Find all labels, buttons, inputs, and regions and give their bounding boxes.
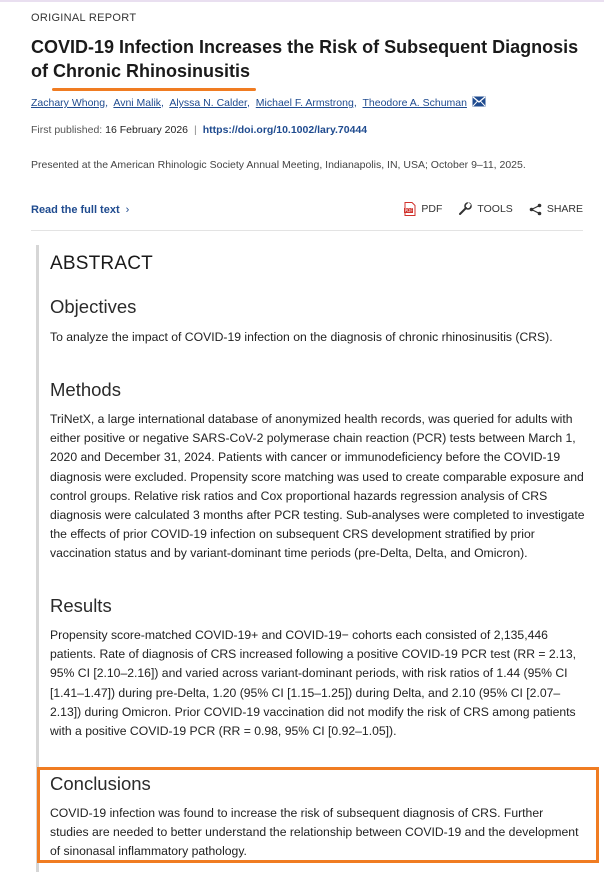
separator: | xyxy=(194,124,197,136)
top-accent-line xyxy=(0,0,604,2)
tools-label: TOOLS xyxy=(477,203,513,215)
svg-text:PDF: PDF xyxy=(405,208,414,214)
read-full-text-label: Read the full text xyxy=(31,204,120,216)
conclusions-highlight-box xyxy=(37,767,599,863)
share-label: SHARE xyxy=(546,203,583,215)
article-title xyxy=(31,35,587,83)
author-list xyxy=(31,96,486,110)
wrench-icon xyxy=(458,202,472,216)
header-divider xyxy=(31,230,583,231)
report-type-label: ORIGINAL REPORT xyxy=(31,12,137,24)
share-button[interactable] xyxy=(529,203,583,216)
author-separator: , xyxy=(105,97,109,109)
tools-button[interactable] xyxy=(458,202,512,216)
author-separator: , xyxy=(246,97,250,109)
email-icon[interactable] xyxy=(472,96,486,110)
chevron-right-icon: › xyxy=(125,204,130,216)
conclusions-heading: Conclusions xyxy=(50,773,151,794)
objectives-text: To analyze the impact of COVID-19 infection on the diagnosis of chronic rhinosinusitis (CRS). xyxy=(50,330,553,344)
abstract-heading: ABSTRACT xyxy=(50,253,153,274)
article-tools xyxy=(404,202,583,216)
pdf-label: PDF xyxy=(421,203,443,215)
author-link[interactable]: Michael F. Armstrong xyxy=(255,97,354,109)
title-text: COVID-19 Infection Increases the Risk of Subsequent Diagnosis of xyxy=(31,37,579,81)
results-heading: Results xyxy=(50,595,112,616)
author-link[interactable]: Alyssa N. Calder xyxy=(169,97,247,109)
publication-info xyxy=(31,124,367,136)
pdf-button[interactable] xyxy=(404,202,442,216)
author-link[interactable]: Avni Malik xyxy=(113,97,162,109)
author-link[interactable]: Theodore A. Schuman xyxy=(362,97,467,109)
objectives-heading: Objectives xyxy=(50,296,137,317)
first-published-label: First published: xyxy=(31,124,103,136)
author-separator: , xyxy=(353,97,357,109)
results-text: Propensity score-matched COVID-19+ and COVID-19− cohorts each consisted of 2,135,446 patients. Rate of diagnosis of CRS increased following a positive COVID-19 PCR test (RR = 2.13, 95% CI [2.10–2.16]) and varied across variant-dominant periods, with risk ratios of 1.44 (95% CI [1.41–1.47]) during pre-Delta, 1.20 (95% CI [1.15–1.25]) during Delta, and 2.10 (95% CI [2.07–2.13]) during Omicron. Prior COVID-19 vaccination did not modify the risk of CRS among patients with a positive COVID-19 PCR (RR = 0.98, 95% CI [0.92–1.05]). xyxy=(50,628,577,739)
author-separator: , xyxy=(161,97,164,109)
presented-note: Presented at the American Rhinologic Society Annual Meeting, Indianapolis, IN, USA; October 9–11, 2025. xyxy=(31,159,526,171)
title-highlighted-term: Chronic Rhinosinusitis xyxy=(53,61,251,81)
methods-heading: Methods xyxy=(50,379,121,400)
pdf-icon xyxy=(404,202,416,216)
author-link[interactable]: Zachary Whong xyxy=(31,97,106,109)
first-published-date: 16 February 2026 xyxy=(105,124,189,136)
read-full-text-link[interactable] xyxy=(31,204,129,216)
conclusions-text: COVID-19 infection was found to increase the risk of subsequent diagnosis of CRS. Further studies are needed to better understand the relationship between COVID-19 and the development of sinonasal inflammatory pathology. xyxy=(50,806,579,859)
share-icon xyxy=(529,203,542,216)
methods-text: TriNetX, a large international database of anonymized health records, was queried for adults with either positive or negative SARS-CoV-2 polymerase chain reaction (PCR) tests between March 1, 2020 and December 31, 2024. Patients with cancer or immunodeficiency before the COVID-19 diagnosis were excluded. Propensity score matching was used to create comparable exposure and control groups. Relative risk ratios and Cox proportional hazards regression analysis of CRS diagnosis were calculated 3 months after PCR testing. Sub-analyses were completed to investigate the effects of prior COVID-19 infection on subsequent CRS development stratified by prior vaccination status and by variant-dominant time periods (pre-Delta, Delta, and Omicron). xyxy=(50,412,585,561)
doi-link[interactable]: https://doi.org/10.1002/lary.70444 xyxy=(202,124,368,136)
